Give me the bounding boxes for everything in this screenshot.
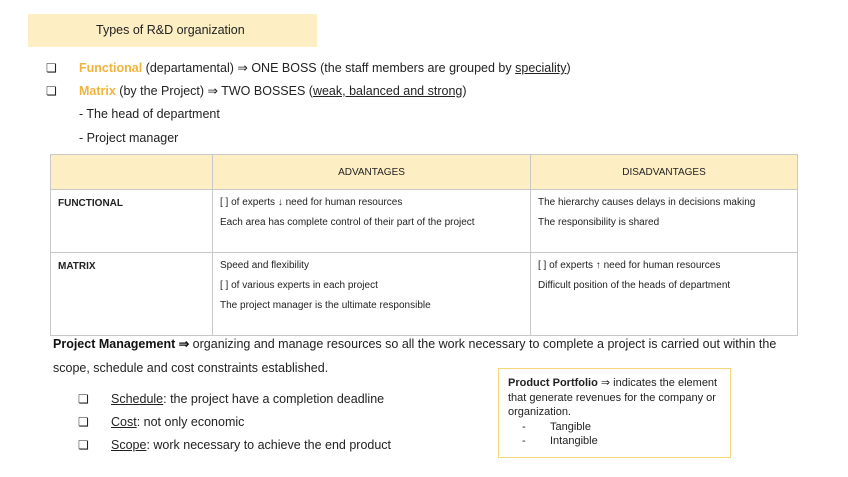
section-title-text: Types of R&D organization [96,23,245,37]
portfolio-item-intangible: Intangible [550,435,598,447]
bullet-text: (departamental) ⇒ ONE BOSS (the staff members are grouped by [142,61,516,75]
bullet-functional [46,60,571,75]
term-schedule: Schedule [111,392,164,406]
section-title [28,14,317,47]
checkbox-bullet-icon: ❏ [78,392,89,406]
table-header-disadvantages: DISADVANTAGES [531,155,798,190]
cell-line: The hierarchy causes delays in decisions making [538,197,756,208]
item-text: : the project have a completion deadline [163,392,385,406]
dash-marker: - [522,420,526,433]
checkbox-bullet-icon: ❏ [78,415,89,429]
list-item [78,392,384,406]
functional-advantages [213,190,531,253]
table-row [51,253,798,336]
cell-line: Difficult position of the heads of department [538,280,731,291]
bullet-underlined: speciality [515,61,567,75]
checkbox-bullet-icon: ❏ [78,438,89,452]
portfolio-text: ⇒ indicates the element that generate revenues for the company or organization. [508,377,718,418]
sub-item-project-manager: - Project manager [79,131,179,145]
dash-marker: - [522,435,526,447]
cell-line: Speed and flexibility [220,260,309,271]
cell-line: The responsibility is shared [538,217,660,228]
checkbox-bullet-icon: ❏ [46,61,57,75]
list-item [78,415,244,429]
bullet-text: (by the Project) ⇒ TWO BOSSES ( [115,84,313,98]
bullet-text-end: ) [566,61,571,75]
cell-line: Each area has complete control of their part of the project [220,217,475,228]
keyword-matrix: Matrix [79,84,116,98]
cell-line: The project manager is the ultimate responsible [220,300,431,311]
bullet-matrix [46,83,467,98]
list-item [78,438,391,452]
sub-item-head-of-department: - The head of department [79,107,220,121]
matrix-disadvantages [531,253,798,336]
row-label-functional: FUNCTIONAL [51,190,213,253]
table-header-advantages: ADVANTAGES [213,155,531,190]
project-management-term: Project Management ⇒ [53,337,190,351]
matrix-advantages [213,253,531,336]
cell-line: [ ] of experts ↓ need for human resources [220,197,403,208]
product-portfolio-box [498,368,731,458]
comparison-table [50,154,798,336]
functional-disadvantages [531,190,798,253]
term-scope: Scope [111,438,147,452]
checkbox-bullet-icon: ❏ [46,84,57,98]
portfolio-term: Product Portfolio [508,377,598,389]
cell-line: [ ] of experts ↑ need for human resources [538,260,721,271]
portfolio-definition [508,376,721,420]
bullet-underlined: weak, balanced and strong [312,84,463,98]
row-label-matrix: MATRIX [51,253,213,336]
item-text: : work necessary to achieve the end product [146,438,392,452]
table-header-row [51,155,798,190]
keyword-functional: Functional [79,61,143,75]
cell-line: [ ] of various experts in each project [220,280,378,291]
portfolio-item-tangible: Tangible [550,420,591,433]
list-item [508,420,721,435]
item-text: : not only economic [136,415,245,429]
bullet-text-end: ) [462,84,467,98]
table-row [51,190,798,253]
table-header-empty [51,155,213,190]
term-cost: Cost [111,415,137,429]
list-item [508,434,721,449]
project-management-text: organizing and manage resources so all the work necessary to complete a project is carried out within the scope, schedule and cost constraints established. [53,337,777,375]
